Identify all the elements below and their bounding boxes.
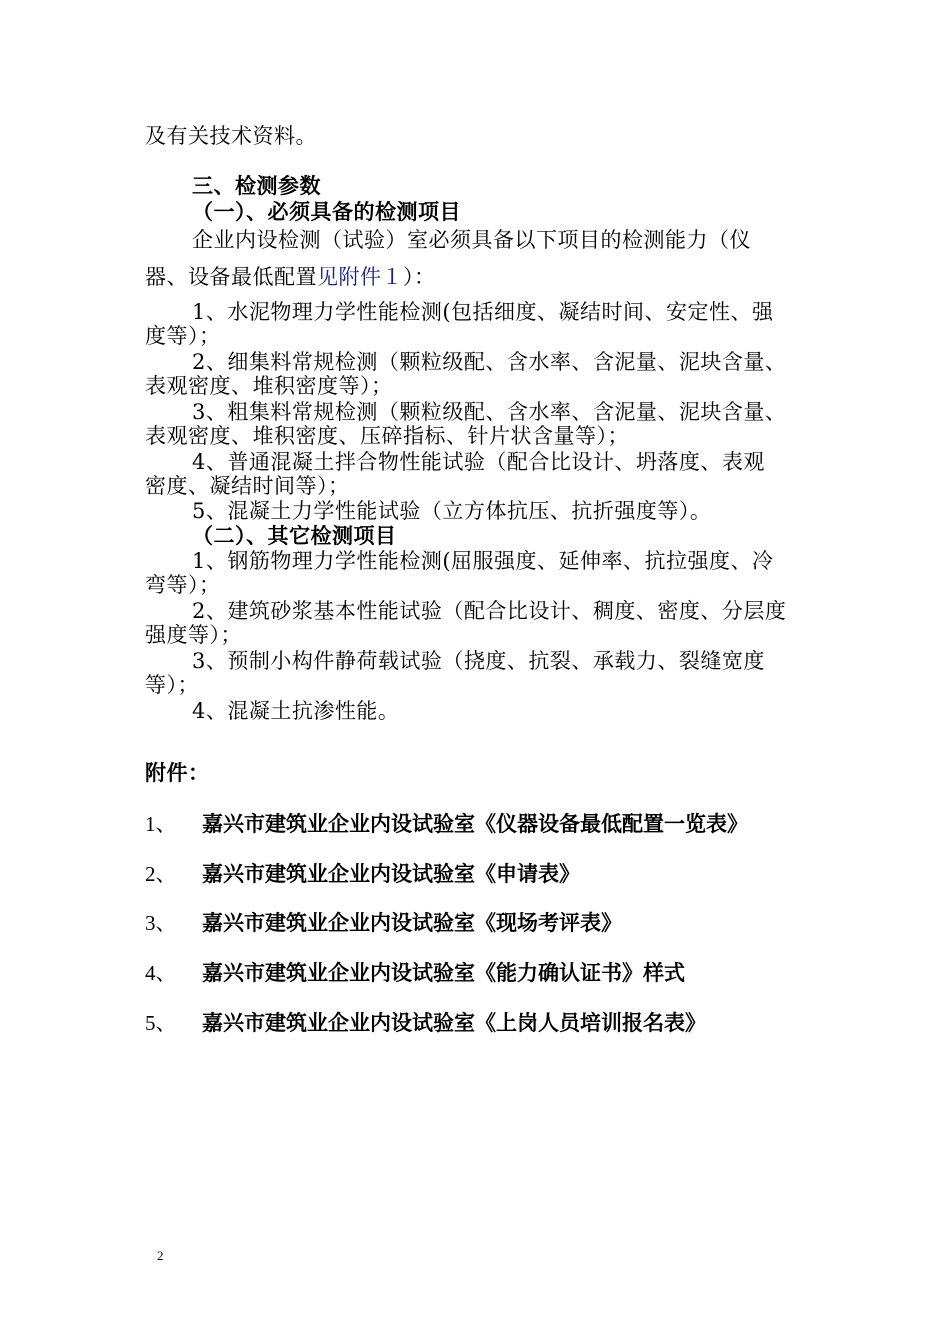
list-item-continuation: 强度等）； [145,623,242,647]
attachment-title: 嘉兴市建筑业企业内设试验室《上岗人员培训报名表》 [202,1011,706,1035]
list-item: 5、混凝土力学性能试验（立方体抗压、抗折强度等）。 [192,499,712,523]
list-item: 3、粗集料常规检测（颗粒级配、含水率、含泥量、泥块含量、 [192,400,787,424]
attachment-title: 嘉兴市建筑业企业内设试验室《申请表》 [202,862,580,886]
list-item: 2、建筑砂浆基本性能试验（配合比设计、稠度、密度、分层度 [192,599,787,623]
attachment-title: 嘉兴市建筑业企业内设试验室《仪器设备最低配置一览表》 [202,812,748,836]
paragraph-line: 及有关技术资料。 [145,124,317,148]
attachment-reference-link[interactable]: 见附件１ [317,265,403,289]
attachments-heading: 附件： [145,761,210,785]
paragraph-line [145,264,815,290]
list-item: 3、预制小构件静荷载试验（挠度、抗裂、承载力、裂缝宽度 [192,649,765,673]
paragraph-text: 器、设备最低配置 [145,265,317,289]
attachment-title: 嘉兴市建筑业企业内设试验室《能力确认证书》样式 [202,961,685,985]
section-heading: 三、检测参数 [192,174,321,198]
paragraph-text: ）： [403,265,436,289]
list-item: 2、细集料常规检测（颗粒级配、含水率、含泥量、泥块含量、 [192,350,787,374]
attachment-number: 3、 [145,911,177,935]
attachment-number: 5、 [145,1011,177,1035]
attachment-number: 4、 [145,961,177,985]
list-item: 4、普通混凝土拌合物性能试验（配合比设计、坍落度、表观 [192,450,765,474]
list-item-continuation: 密度、凝结时间等）； [145,474,350,498]
subsection-heading: （二）、其它检测项目 [192,524,397,548]
page-number: 2 [157,1248,164,1263]
list-item-continuation: 表观密度、堆积密度、压碎指标、针片状含量等）； [145,424,629,448]
list-item: 1、水泥物理力学性能检测(包括细度、凝结时间、安定性、强 [192,300,774,324]
list-item: 4、混凝土抗渗性能。 [192,699,400,723]
subsection-heading: （一）、必须具备的检测项目 [192,200,461,224]
paragraph-line: 企业内设检测（试验）室必须具备以下项目的检测能力（仪 [192,228,751,252]
list-item-continuation: 弯等）； [145,573,221,597]
list-item-continuation: 度等）； [145,324,221,348]
attachment-title: 嘉兴市建筑业企业内设试验室《现场考评表》 [202,911,622,935]
list-item: 1、钢筋物理力学性能检测(屈服强度、延伸率、抗拉强度、冷 [192,549,774,573]
list-item-continuation: 等）； [145,673,199,697]
attachment-number: 2、 [145,862,177,886]
attachment-number: 1、 [145,812,177,836]
list-item-continuation: 表观密度、堆积密度等）； [145,374,393,398]
